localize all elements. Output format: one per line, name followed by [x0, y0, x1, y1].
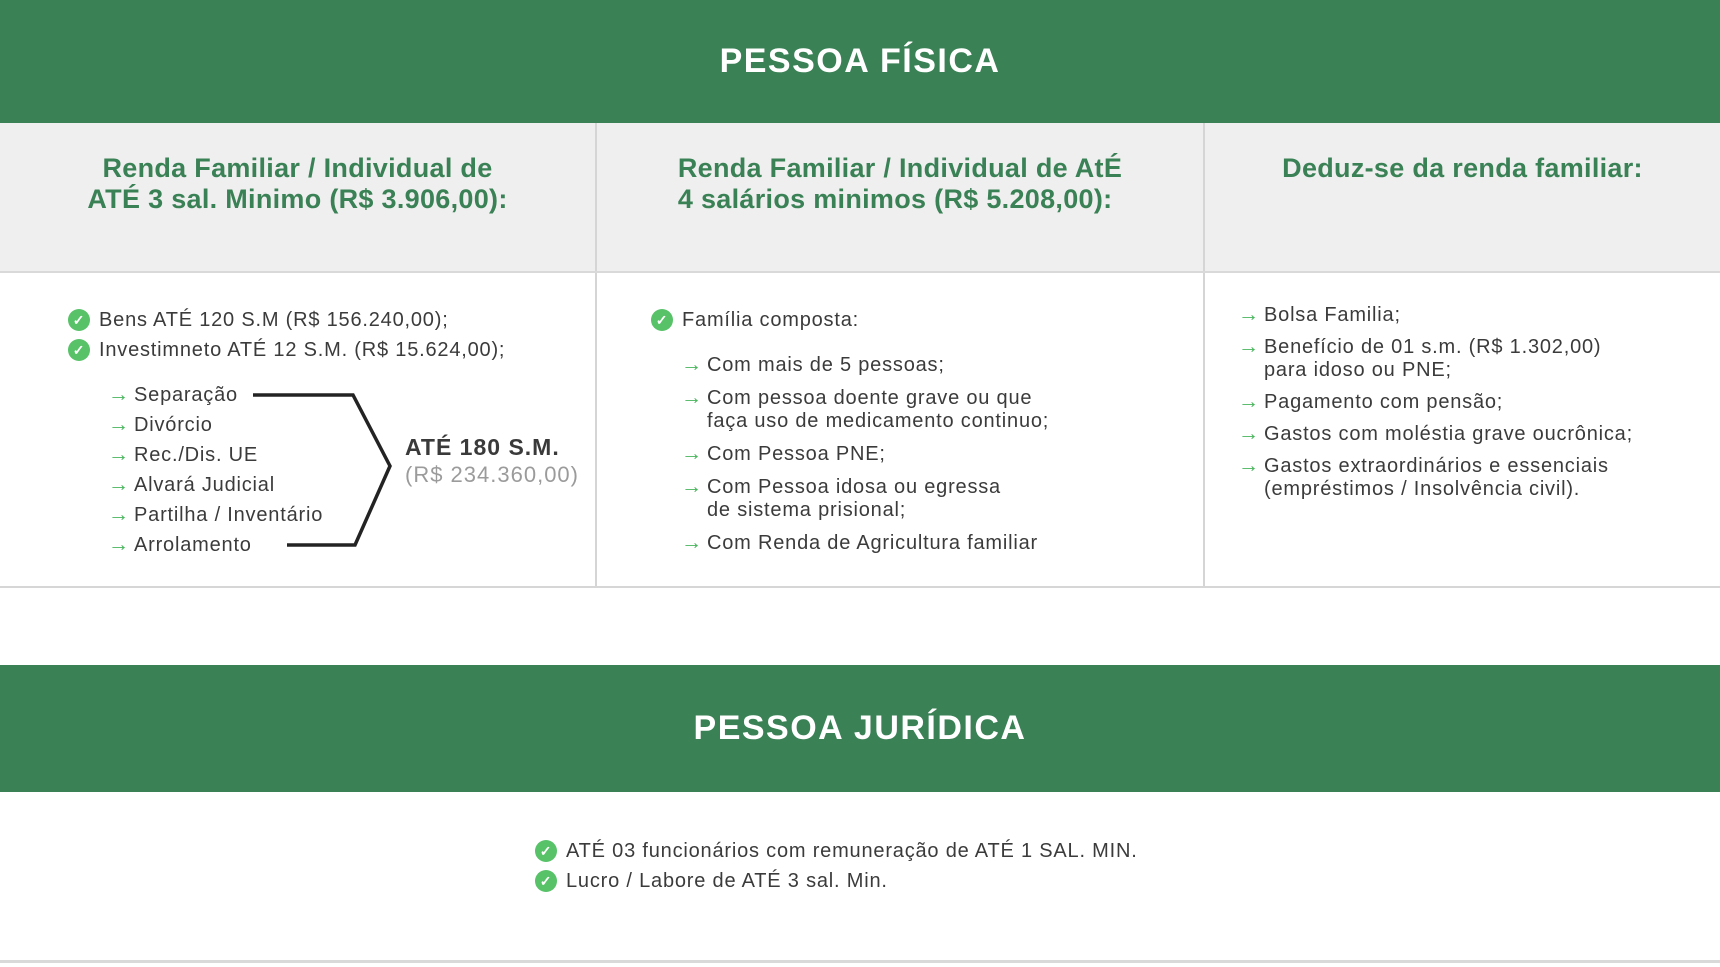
column-body-deducoes [1205, 273, 1720, 586]
arrow-icon: → [108, 473, 129, 496]
header-line: Deduz-se da renda familiar: [1282, 153, 1643, 183]
list-item-label: Bens ATÉ 120 S.M (R$ 156.240,00); [99, 309, 449, 331]
list-item-label: Partilha / Inventário [134, 504, 324, 526]
list-item-label: Com Renda de Agricultura familiar [707, 532, 1038, 554]
list-item-label: ATÉ 03 funcionários com remuneração de ATÉ 1 SAL. MIN. [566, 840, 1138, 862]
column-body-renda-4-sm [597, 273, 1205, 586]
arrow-icon: → [681, 442, 702, 465]
list-item-label: Gastos com moléstia grave oucrônica; [1264, 423, 1633, 445]
list-item [1238, 336, 1720, 382]
pessoa-fisica-header-bar [0, 0, 1720, 123]
list-item-label: Arrolamento [134, 534, 252, 556]
arrow-icon: → [681, 475, 702, 498]
column-header-renda-4-sm [597, 123, 1205, 271]
arrow-icon: → [1238, 335, 1259, 358]
list-item-label: Família composta: [682, 309, 859, 331]
bracket-label [405, 433, 579, 489]
bracket-label-amount: (R$ 234.360,00) [405, 462, 579, 487]
header-line: 4 salários minimos (R$ 5.208,00): [677, 184, 1113, 214]
column-header-deducoes [1205, 123, 1720, 271]
list-item [535, 870, 1138, 892]
header-block [678, 153, 1122, 215]
header-line: Renda Familiar / Individual de AtÉ [677, 153, 1123, 183]
check-icon: ✓ [68, 339, 90, 361]
list-item [1238, 423, 1720, 446]
list-item-label: Benefício de 01 s.m. (R$ 1.302,00) para idoso ou PNE; [1264, 336, 1602, 381]
list-item-label: Divórcio [134, 414, 213, 436]
list-item-label: Lucro / Labore de ATÉ 3 sal. Min. [566, 870, 888, 892]
arrow-icon: → [108, 413, 129, 436]
bracket-label-value: ATÉ 180 S.M. [405, 434, 560, 460]
arrow-icon: → [108, 443, 129, 466]
arrow-icon: → [681, 531, 702, 554]
header-line: ATÉ 3 sal. Minimo (R$ 3.906,00): [87, 184, 508, 214]
check-icon: ✓ [535, 870, 557, 892]
arrow-icon: → [108, 533, 129, 556]
list-item-label: Com pessoa doente grave ou que faça uso de medicamento continuo; [707, 387, 1050, 432]
list-item-label: Alvará Judicial [134, 474, 275, 496]
arrow-icon: → [681, 353, 702, 376]
list-item [108, 534, 595, 556]
list-item [68, 339, 595, 362]
arrow-icon: → [1238, 303, 1259, 326]
list-item [535, 840, 1138, 862]
list-item [681, 354, 1203, 377]
list-item [68, 309, 595, 332]
arrow-icon: → [1238, 422, 1259, 445]
criteria-table [0, 123, 1720, 588]
pessoa-juridica-list [535, 840, 1138, 900]
arrow-icon: → [681, 386, 702, 409]
header-line: Renda Familiar / Individual de [102, 153, 493, 183]
list-item-label: Bolsa Familia; [1264, 304, 1401, 326]
check-icon: ✓ [651, 309, 673, 331]
list-item-label: Investimneto ATÉ 12 S.M. (R$ 15.624,00); [99, 339, 506, 361]
list-item-label: Rec./Dis. UE [134, 444, 259, 466]
list-item-label: Pagamento com pensão; [1264, 391, 1504, 413]
list-item [108, 384, 595, 406]
list-item-label: Com mais de 5 pessoas; [707, 354, 945, 376]
pessoa-juridica-title: PESSOA JURÍDICA [693, 709, 1027, 747]
column-header-renda-3-sm [0, 123, 597, 271]
check-icon: ✓ [68, 309, 90, 331]
arrow-icon: → [1238, 454, 1259, 477]
list-item [681, 443, 1203, 466]
list-item-label: Com Pessoa idosa ou egressa de sistema prisional; [707, 476, 1001, 521]
arrow-icon: → [1238, 390, 1259, 413]
list-item [681, 476, 1203, 522]
list-item [681, 532, 1203, 555]
list-item [108, 504, 595, 526]
arrow-icon: → [108, 383, 129, 406]
familia-composta-list [681, 354, 1203, 555]
pessoa-fisica-title: PESSOA FÍSICA [719, 42, 1001, 80]
list-item-label: Gastos extraordinários e essenciais (empréstimos / Insolvência civil). [1264, 455, 1609, 500]
check-icon: ✓ [535, 840, 557, 862]
list-item-label: Separação [134, 384, 238, 406]
column-body-renda-3-sm [0, 273, 597, 586]
list-item [1238, 391, 1720, 414]
bottom-divider [0, 960, 1720, 963]
table-header-row [0, 123, 1720, 273]
table-body-row [0, 273, 1720, 588]
arrow-icon: → [108, 503, 129, 526]
pessoa-juridica-header-bar [0, 665, 1720, 792]
list-item [681, 387, 1203, 433]
list-item [651, 309, 1203, 332]
list-item-label: Com Pessoa PNE; [707, 443, 886, 465]
list-item [1238, 304, 1720, 327]
list-item [1238, 455, 1720, 501]
